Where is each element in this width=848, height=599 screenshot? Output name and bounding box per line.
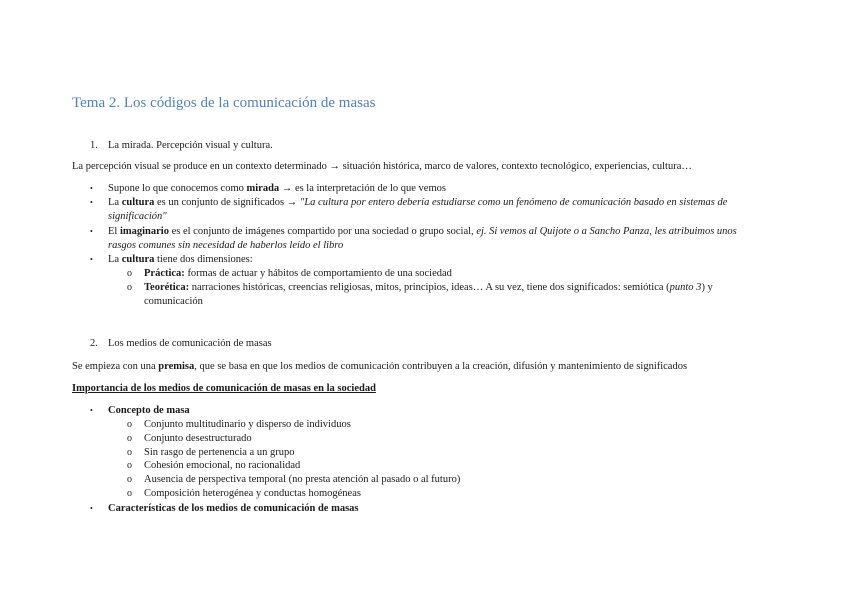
- section-1-heading: La mirada. Percepción visual y cultura.: [108, 140, 273, 151]
- bullet-imaginario-cont: rasgos comunes sin necesidad de haberlos leído el libro: [108, 240, 344, 251]
- bullet-cultura-cont: significación": [108, 211, 167, 222]
- bullet-icon: •: [90, 184, 93, 193]
- bullet-icon: •: [90, 198, 93, 207]
- bullet-icon: •: [90, 255, 93, 264]
- section-2-heading: Los medios de comunicación de masas: [108, 338, 272, 349]
- list-item: Cohesión emocional, no racionalidad: [144, 460, 301, 471]
- section-2-number: 2.: [90, 338, 98, 349]
- bullet-icon: •: [90, 227, 93, 236]
- circle-bullet-icon: o: [127, 419, 132, 430]
- circle-bullet-icon: o: [127, 282, 132, 293]
- bullet-imaginario: El imaginario es el conjunto de imágenes compartido por una sociedad o grupo social, ej. Si vemos al Quijote o a Sancho Panza, les atribuimos unos: [108, 226, 737, 237]
- bullet-caracteristicas: Características de los medios de comunicación de masas: [108, 503, 359, 514]
- sub-teoretica-cont: comunicación: [144, 296, 203, 307]
- sub-practica: Práctica: formas de actuar y hábitos de comportamiento de una sociedad: [144, 268, 452, 279]
- bullet-cultura: La cultura es un conjunto de significados → "La cultura por entero debería estudiarse como un fenómeno de comunicación basado en sistemas de: [108, 197, 728, 208]
- list-item: Conjunto desestructurado: [144, 433, 252, 444]
- bullet-concepto-masa: Concepto de masa: [108, 405, 190, 416]
- circle-bullet-icon: o: [127, 474, 132, 485]
- bullet-icon: •: [90, 504, 93, 513]
- bullet-icon: •: [90, 406, 93, 415]
- list-item: Conjunto multitudinario y disperso de individuos: [144, 419, 351, 430]
- bullet-mirada: Supone lo que conocemos como mirada → es la interpretación de lo que vemos: [108, 183, 446, 194]
- circle-bullet-icon: o: [127, 447, 132, 458]
- circle-bullet-icon: o: [127, 460, 132, 471]
- bullet-dimensiones: La cultura tiene dos dimensiones:: [108, 254, 253, 265]
- circle-bullet-icon: o: [127, 488, 132, 499]
- section-1-intro: La percepción visual se produce en un contexto determinado → situación histórica, marco de valores, contexto tecnológico, experiencias, cultura…: [72, 161, 692, 172]
- list-item: Ausencia de perspectiva temporal (no presta atención al pasado o al futuro): [144, 474, 461, 485]
- circle-bullet-icon: o: [127, 268, 132, 279]
- section-2-intro: Se empieza con una premisa, que se basa en que los medios de comunicación contribuyen a la creación, difusión y mantenimiento de significados: [72, 361, 688, 372]
- section-2-subheading: Importancia de los medios de comunicación de masas en la sociedad: [72, 383, 376, 394]
- sub-teoretica: Teorética: narraciones históricas, creencias religiosas, mitos, principios, ideas… A su vez, tiene dos significados: semiótica (punto 3) y: [144, 282, 713, 293]
- section-1-number: 1.: [90, 140, 98, 151]
- circle-bullet-icon: o: [127, 433, 132, 444]
- list-item: Composición heterogénea y conductas homogéneas: [144, 488, 361, 499]
- list-item: Sin rasgo de pertenencia a un grupo: [144, 447, 295, 458]
- page-title: Tema 2. Los códigos de la comunicación de masas: [72, 95, 376, 111]
